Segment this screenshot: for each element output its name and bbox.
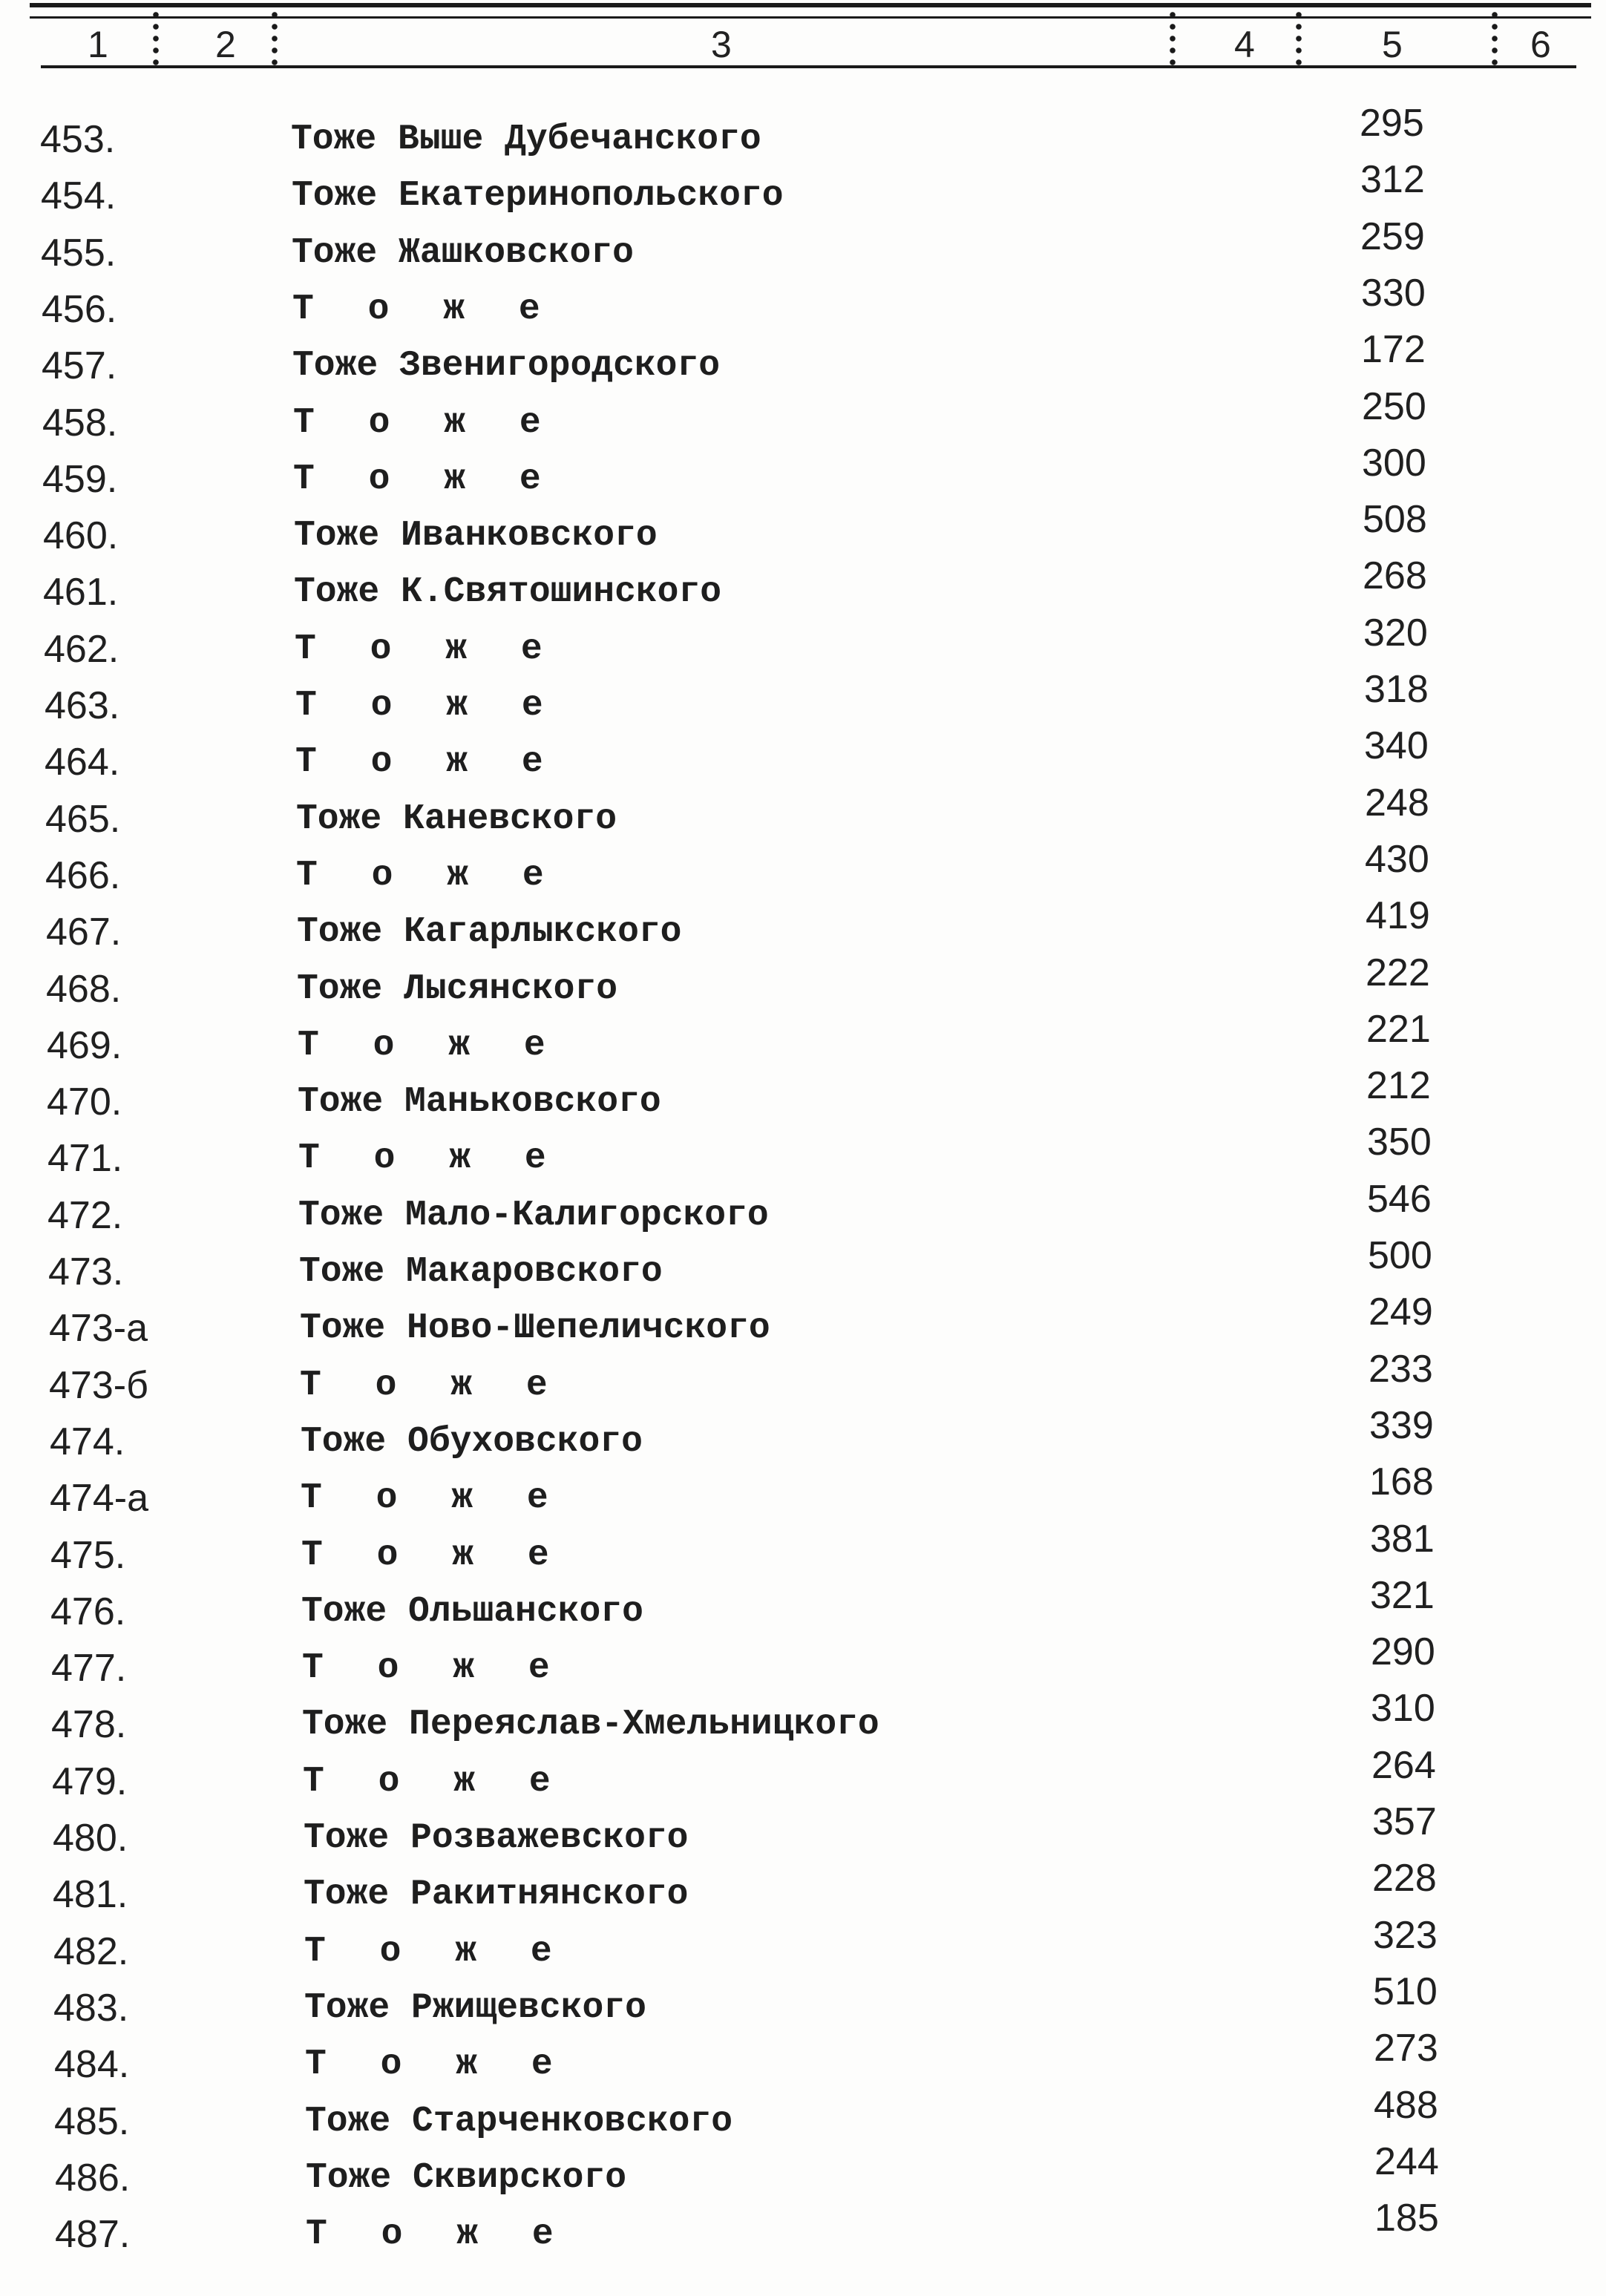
row-description: Тоже К.Святошинского xyxy=(294,572,722,612)
row-description: Т о ж е xyxy=(295,742,560,782)
column-header-5: 5 xyxy=(1382,24,1403,65)
row-number: 470. xyxy=(47,1080,122,1124)
row-number: 486. xyxy=(55,2156,131,2200)
row-value: 321 xyxy=(1370,1574,1435,1617)
row-description: Тоже Мало-Калигорского xyxy=(298,1195,769,1236)
row-value: 290 xyxy=(1371,1630,1435,1673)
row-description: Тоже Кагарлыкского xyxy=(297,912,682,952)
column-header-4: 4 xyxy=(1234,24,1255,65)
table-row xyxy=(0,2197,1606,2269)
row-number: 466. xyxy=(45,854,121,897)
row-number: 482. xyxy=(53,1930,129,1973)
table-row xyxy=(0,1178,1606,1250)
row-description: Тоже Ракитнянского xyxy=(304,1874,689,1915)
row-value: 500 xyxy=(1368,1234,1432,1277)
row-value: 233 xyxy=(1369,1348,1433,1391)
table-row xyxy=(0,1348,1606,1420)
row-description: Тоже Ново-Шепеличского xyxy=(300,1308,770,1348)
row-value: 350 xyxy=(1367,1121,1432,1164)
row-number: 471. xyxy=(47,1137,123,1180)
row-value: 340 xyxy=(1364,724,1429,767)
row-number: 455. xyxy=(41,232,117,275)
column-header-3: 3 xyxy=(711,24,732,65)
column-separator xyxy=(153,9,159,68)
row-value: 222 xyxy=(1366,951,1430,994)
row-number: 475. xyxy=(50,1534,126,1577)
row-value: 259 xyxy=(1360,215,1425,258)
row-description: Т о ж е xyxy=(301,1535,566,1575)
row-value: 268 xyxy=(1363,554,1427,597)
row-number: 476. xyxy=(50,1590,126,1633)
row-number: 472. xyxy=(47,1194,123,1237)
row-number: 474. xyxy=(50,1420,125,1463)
row-number: 457. xyxy=(42,344,117,387)
row-value: 244 xyxy=(1374,2140,1439,2183)
row-description: Т о ж е xyxy=(293,459,557,499)
row-number: 467. xyxy=(46,911,122,954)
row-number: 473-б xyxy=(49,1364,148,1407)
row-value: 546 xyxy=(1367,1178,1432,1221)
row-number: 481. xyxy=(53,1873,128,1916)
header-bottom-rule xyxy=(41,65,1576,68)
column-separator xyxy=(1296,9,1302,68)
row-description: Т о ж е xyxy=(293,403,557,443)
table-row xyxy=(0,1008,1606,1080)
column-header-1: 1 xyxy=(88,24,108,65)
row-number: 484. xyxy=(54,2043,130,2086)
row-number: 483. xyxy=(53,1987,129,2030)
row-description: Тоже Переяслав-Хмельницкого xyxy=(302,1705,879,1745)
row-value: 212 xyxy=(1366,1064,1431,1107)
row-description: Т о ж е xyxy=(302,1648,566,1688)
row-value: 172 xyxy=(1361,328,1426,371)
row-description: Тоже Выше Дубечанского xyxy=(291,119,761,160)
row-number: 469. xyxy=(47,1024,122,1067)
table-row xyxy=(0,1121,1606,1193)
row-description: Тоже Макаровского xyxy=(299,1252,663,1292)
header-top-rule xyxy=(30,3,1591,7)
row-value: 323 xyxy=(1373,1914,1438,1957)
table-row xyxy=(0,2027,1606,2099)
table-row xyxy=(0,1518,1606,1590)
row-value: 295 xyxy=(1360,102,1424,145)
table-row xyxy=(0,1630,1606,1702)
table-row xyxy=(0,1064,1606,1136)
row-number: 465. xyxy=(45,798,121,841)
row-description: Т о ж е xyxy=(298,1138,563,1178)
row-description: Т о ж е xyxy=(296,856,560,896)
row-number: 480. xyxy=(53,1817,128,1860)
row-description: Тоже Старченковского xyxy=(305,2102,733,2142)
row-value: 264 xyxy=(1371,1744,1436,1787)
row-description: Т о ж е xyxy=(295,686,560,726)
column-separator xyxy=(272,9,278,68)
row-number: 456. xyxy=(42,288,117,331)
row-number: 462. xyxy=(44,628,119,671)
row-value: 508 xyxy=(1363,498,1427,541)
table-row xyxy=(0,1857,1606,1929)
row-description: Т о ж е xyxy=(303,1762,567,1802)
row-description: Тоже Сквирского xyxy=(306,2158,627,2198)
row-value: 310 xyxy=(1371,1687,1435,1730)
row-description: Т о ж е xyxy=(295,629,559,669)
row-value: 273 xyxy=(1374,2027,1438,2070)
row-number: 458. xyxy=(42,401,118,445)
table-row xyxy=(0,1234,1606,1306)
row-value: 357 xyxy=(1372,1800,1437,1843)
row-description: Тоже Екатеринопольского xyxy=(292,176,784,216)
row-value: 228 xyxy=(1372,1857,1437,1900)
row-number: 473. xyxy=(48,1250,124,1293)
row-description: Т о ж е xyxy=(298,1026,562,1066)
row-number: 479. xyxy=(52,1760,128,1803)
table-row xyxy=(0,1970,1606,2042)
row-number: 459. xyxy=(42,458,118,501)
row-value: 248 xyxy=(1365,781,1429,824)
row-value: 168 xyxy=(1369,1460,1434,1503)
row-value: 249 xyxy=(1369,1290,1433,1334)
row-number: 461. xyxy=(43,571,119,614)
column-header-2: 2 xyxy=(215,24,236,65)
row-description: Т о ж е xyxy=(304,1932,568,1972)
row-value: 339 xyxy=(1369,1404,1434,1447)
row-description: Тоже Розважевского xyxy=(304,1818,689,1858)
row-value: 320 xyxy=(1363,611,1428,655)
row-description: Тоже Обуховского xyxy=(301,1422,643,1462)
row-number: 463. xyxy=(45,684,120,727)
row-description: Тоже Каневского xyxy=(296,799,617,839)
row-value: 488 xyxy=(1374,2084,1438,2127)
row-value: 510 xyxy=(1373,1970,1438,2013)
row-description: Т о ж е xyxy=(292,289,557,329)
row-number: 453. xyxy=(40,118,116,161)
row-description: Тоже Жашковского xyxy=(292,233,634,273)
header-second-rule xyxy=(30,16,1591,19)
row-number: 468. xyxy=(46,968,122,1011)
row-description: Т о ж е xyxy=(300,1365,564,1406)
row-value: 330 xyxy=(1361,272,1426,315)
row-description: Тоже Иванковского xyxy=(294,516,658,556)
row-description: Т о ж е xyxy=(305,2044,569,2085)
column-separator xyxy=(1492,9,1498,68)
row-number: 473-а xyxy=(49,1307,148,1350)
row-description: Тоже Ольшанского xyxy=(301,1592,643,1632)
table-row xyxy=(0,1744,1606,1816)
table-row xyxy=(0,951,1606,1023)
row-description: Тоже Звенигородского xyxy=(292,346,721,386)
row-value: 185 xyxy=(1374,2197,1439,2240)
row-number: 464. xyxy=(45,741,120,784)
table-row xyxy=(0,1290,1606,1362)
row-number: 477. xyxy=(51,1647,127,1690)
row-number: 460. xyxy=(43,514,119,557)
table-row xyxy=(0,2140,1606,2212)
table-row xyxy=(0,1574,1606,1646)
row-value: 312 xyxy=(1360,158,1425,201)
row-value: 300 xyxy=(1362,442,1426,485)
column-separator xyxy=(1170,9,1176,68)
table-row xyxy=(0,2084,1606,2156)
row-value: 430 xyxy=(1365,838,1429,881)
column-header-6: 6 xyxy=(1530,24,1551,65)
row-number: 474-а xyxy=(50,1477,148,1520)
row-description: Т о ж е xyxy=(306,2214,570,2254)
row-description: Тоже Лысянского xyxy=(297,969,618,1009)
row-description: Т о ж е xyxy=(301,1478,565,1518)
row-value: 250 xyxy=(1362,385,1426,428)
row-number: 478. xyxy=(51,1703,127,1746)
table-row xyxy=(0,1800,1606,1872)
row-value: 318 xyxy=(1364,668,1429,711)
row-description: Тоже Маньковского xyxy=(298,1082,661,1122)
row-value: 419 xyxy=(1366,894,1430,937)
row-number: 487. xyxy=(55,2213,131,2256)
row-description: Тоже Ржищевского xyxy=(304,1988,646,2028)
table-row xyxy=(0,1460,1606,1532)
row-number: 485. xyxy=(54,2100,130,2143)
row-value: 381 xyxy=(1370,1518,1435,1561)
row-number: 454. xyxy=(41,174,117,217)
table-row xyxy=(0,1687,1606,1759)
row-value: 221 xyxy=(1366,1008,1431,1051)
table-row xyxy=(0,1914,1606,1986)
table-row xyxy=(0,1404,1606,1476)
